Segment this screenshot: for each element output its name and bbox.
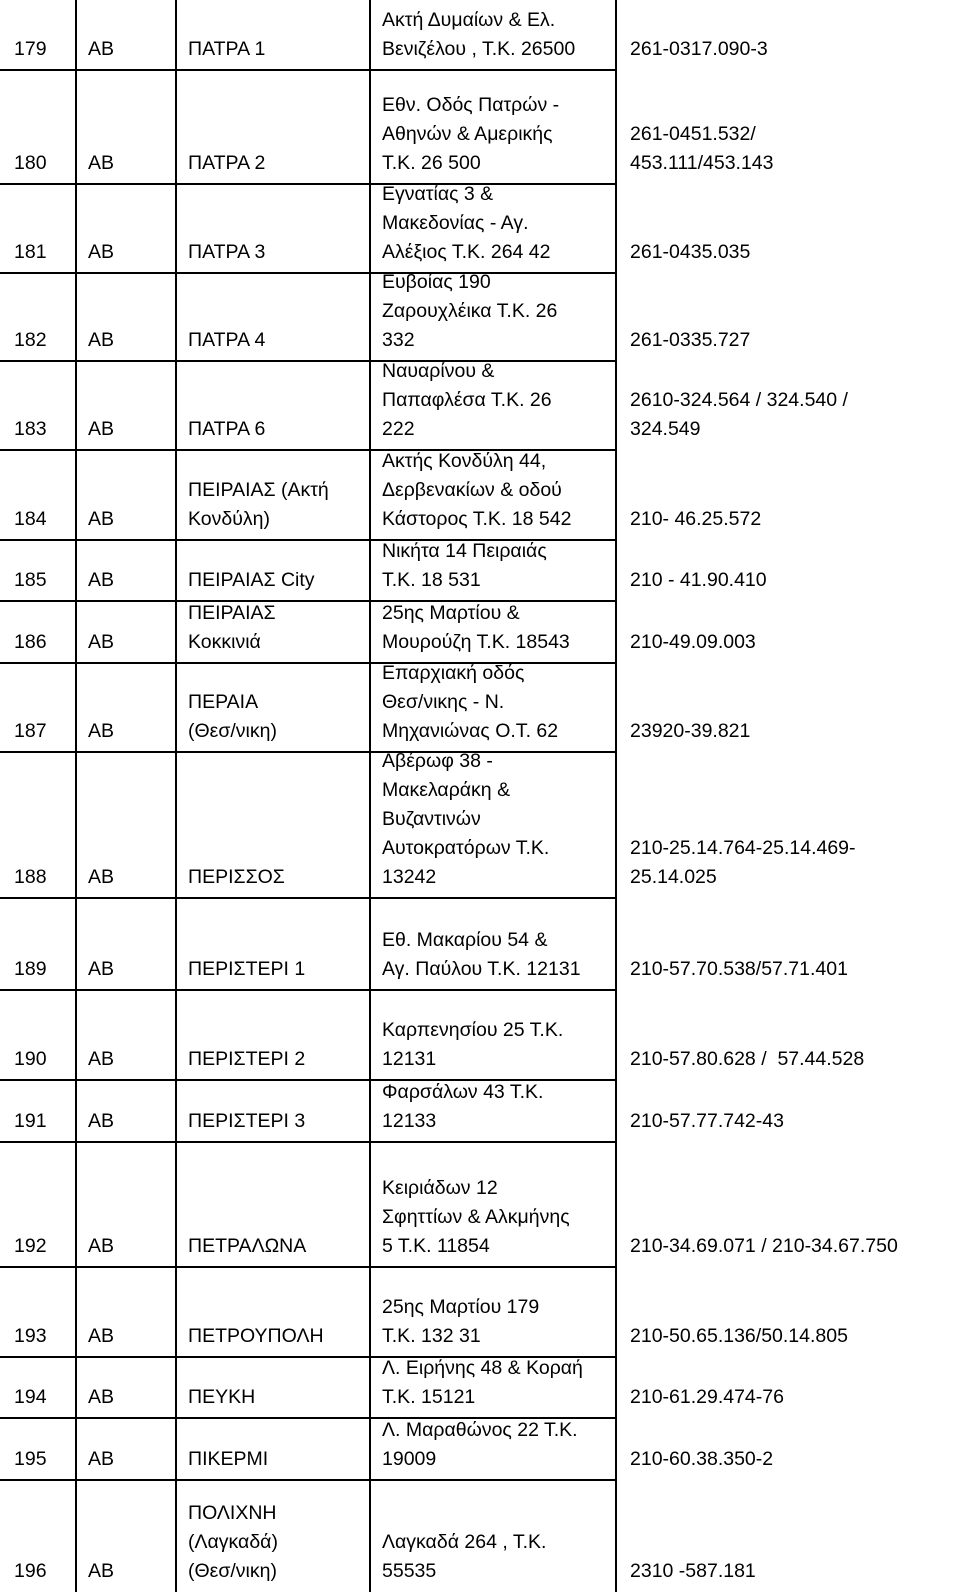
address-cell: 55535	[382, 1560, 437, 1582]
name-cell: ΠΑΤΡΑ 4	[188, 329, 266, 351]
num-cell: 180	[14, 152, 47, 174]
name-cell: ΠΑΤΡΑ 3	[188, 241, 266, 263]
address-cell: Εγνατίας 3 &	[382, 183, 494, 205]
name-cell: ΠΑΤΡΑ 2	[188, 152, 266, 174]
address-cell: Βυζαντινών	[382, 808, 481, 830]
address-cell: Τ.Κ. 18 531	[382, 569, 481, 591]
type-cell: ΑΒ	[88, 866, 115, 888]
phone-cell: 261-0317.090-3	[630, 38, 768, 60]
address-cell: Βενιζέλου , Τ.Κ. 26500	[382, 38, 576, 60]
address-cell: Μηχανιώνας Ο.Τ. 62	[382, 720, 559, 742]
name-cell: ΠΕΤΡΑΛΩΝΑ	[188, 1235, 307, 1257]
address-cell: Καρπενησίου 25 Τ.Κ.	[382, 1019, 564, 1041]
num-cell: 183	[14, 418, 47, 440]
address-cell: Μουρούζη Τ.Κ. 18543	[382, 631, 570, 653]
type-cell: ΑΒ	[88, 508, 115, 530]
type-cell: ΑΒ	[88, 631, 115, 653]
name-cell: Κονδύλη)	[188, 508, 270, 530]
phone-cell: 210-60.38.350-2	[630, 1448, 774, 1470]
name-cell: ΠΕΙΡΑΙΑΣ City	[188, 569, 315, 591]
address-cell: Αυτοκρατόρων Τ.Κ.	[382, 837, 550, 859]
address-cell: Δερβενακίων & οδού	[382, 479, 562, 501]
address-cell: 13242	[382, 866, 437, 888]
phone-cell: 2610-324.564 / 324.540 /	[630, 389, 848, 411]
num-cell: 189	[14, 958, 47, 980]
phone-cell: 210-57.77.742-43	[630, 1110, 784, 1132]
num-cell: 195	[14, 1448, 47, 1470]
name-cell: ΠΑΤΡΑ 6	[188, 418, 266, 440]
address-cell: Ακτής Κονδύλη 44,	[382, 450, 547, 472]
phone-cell: 210-57.70.538/57.71.401	[630, 958, 848, 980]
phone-cell: 261-0451.532/	[630, 123, 756, 145]
name-cell: ΠΕΙΡΑΙΑΣ (Ακτή	[188, 479, 329, 501]
address-cell: 12133	[382, 1110, 437, 1132]
type-cell: ΑΒ	[88, 1386, 115, 1408]
num-cell: 190	[14, 1048, 47, 1070]
address-cell: Κάστορος Τ.Κ. 18 542	[382, 508, 572, 530]
address-cell: Εθν. Οδός Πατρών -	[382, 94, 560, 116]
num-cell: 192	[14, 1235, 47, 1257]
name-cell: (Θεσ/νικη)	[188, 720, 277, 742]
address-cell: 332	[382, 329, 415, 351]
type-cell: ΑΒ	[88, 1110, 115, 1132]
address-cell: 19009	[382, 1448, 437, 1470]
name-cell: ΠΕΡΙΣΤΕΡΙ 1	[188, 958, 306, 980]
address-cell: Λαγκαδά 264 , Τ.Κ.	[382, 1531, 547, 1553]
num-cell: 188	[14, 866, 47, 888]
phone-cell: 25.14.025	[630, 866, 717, 888]
type-cell: ΑΒ	[88, 241, 115, 263]
type-cell: ΑΒ	[88, 152, 115, 174]
num-cell: 181	[14, 241, 47, 263]
address-cell: Νικήτα 14 Πειραιάς	[382, 540, 547, 562]
address-cell: Παπαφλέσα Τ.Κ. 26	[382, 389, 552, 411]
address-cell: Εθ. Μακαρίου 54 &	[382, 929, 548, 951]
address-cell: 5 Τ.Κ. 11854	[382, 1235, 490, 1257]
phone-cell: 210- 46.25.572	[630, 508, 762, 530]
address-cell: 25ης Μαρτίου 179	[382, 1296, 540, 1318]
address-cell: Ναυαρίνου &	[382, 360, 495, 382]
num-cell: 191	[14, 1110, 47, 1132]
address-cell: Σφηττίων & Αλκμήνης	[382, 1206, 570, 1228]
type-cell: ΑΒ	[88, 38, 115, 60]
type-cell: ΑΒ	[88, 418, 115, 440]
num-cell: 194	[14, 1386, 47, 1408]
phone-cell: 210 - 41.90.410	[630, 569, 767, 591]
type-cell: ΑΒ	[88, 1235, 115, 1257]
address-cell: Μακελαράκη &	[382, 779, 511, 801]
type-cell: ΑΒ	[88, 1448, 115, 1470]
name-cell: ΠΕΙΡΑΙΑΣ	[188, 602, 276, 624]
address-cell: Τ.Κ. 26 500	[382, 152, 481, 174]
type-cell: ΑΒ	[88, 569, 115, 591]
num-cell: 184	[14, 508, 47, 530]
address-cell: 12131	[382, 1048, 437, 1070]
num-cell: 179	[14, 38, 47, 60]
name-cell: (Θεσ/νικη)	[188, 1560, 277, 1582]
address-cell: Επαρχιακή οδός	[382, 662, 525, 684]
name-cell: ΠΕΡΙΣΣΟΣ	[188, 866, 285, 888]
phone-cell: 210-57.80.628 / 57.44.528	[630, 1048, 865, 1070]
phone-cell: 261-0335.727	[630, 329, 751, 351]
num-cell: 187	[14, 720, 47, 742]
phone-cell: 23920-39.821	[630, 720, 751, 742]
phone-cell: 210-50.65.136/50.14.805	[630, 1325, 848, 1347]
phone-cell: 210-34.69.071 / 210-34.67.750	[630, 1235, 898, 1257]
name-cell: ΠΙΚΕΡΜΙ	[188, 1448, 269, 1470]
address-cell: 25ης Μαρτίου &	[382, 602, 520, 624]
type-cell: ΑΒ	[88, 329, 115, 351]
address-cell: 222	[382, 418, 415, 440]
address-cell: Τ.Κ. 15121	[382, 1386, 476, 1408]
address-cell: Αθηνών & Αμερικής	[382, 123, 553, 145]
name-cell: (Λαγκαδά)	[188, 1531, 278, 1553]
address-cell: Ευβοίας 190	[382, 271, 491, 293]
address-cell: Ζαρουχλέικα Τ.Κ. 26	[382, 300, 558, 322]
name-cell: ΠΕΤΡΟΥΠΟΛΗ	[188, 1325, 324, 1347]
phone-cell: 324.549	[630, 418, 701, 440]
name-cell: ΠΕΥΚΗ	[188, 1386, 256, 1408]
type-cell: ΑΒ	[88, 1048, 115, 1070]
name-cell: Κοκκινιά	[188, 631, 261, 653]
phone-cell: 210-49.09.003	[630, 631, 756, 653]
type-cell: ΑΒ	[88, 1560, 115, 1582]
phone-cell: 210-25.14.764-25.14.469-	[630, 837, 856, 859]
type-cell: ΑΒ	[88, 720, 115, 742]
type-cell: ΑΒ	[88, 1325, 115, 1347]
address-cell: Αλέξιος Τ.Κ. 264 42	[382, 241, 551, 263]
type-cell: ΑΒ	[88, 958, 115, 980]
phone-cell: 453.111/453.143	[630, 152, 774, 174]
phone-cell: 210-61.29.474-76	[630, 1386, 784, 1408]
phone-cell: 261-0435.035	[630, 241, 751, 263]
address-cell: Τ.Κ. 132 31	[382, 1325, 481, 1347]
num-cell: 193	[14, 1325, 47, 1347]
name-cell: ΠΕΡΑΙΑ	[188, 691, 259, 713]
address-cell: Θεσ/νικης - Ν.	[382, 691, 505, 713]
name-cell: ΠΑΤΡΑ 1	[188, 38, 266, 60]
address-cell: Αγ. Παύλου Τ.Κ. 12131	[382, 958, 581, 980]
address-cell: Λ. Μαραθώνος 22 Τ.Κ.	[382, 1419, 578, 1441]
name-cell: ΠΟΛΙΧΝΗ	[188, 1502, 277, 1524]
num-cell: 186	[14, 631, 47, 653]
address-cell: Φαρσάλων 43 Τ.Κ.	[382, 1081, 544, 1103]
num-cell: 185	[14, 569, 47, 591]
phone-cell: 2310 -587.181	[630, 1560, 756, 1582]
num-cell: 196	[14, 1560, 47, 1582]
address-cell: Λ. Ειρήνης 48 & Κοραή	[382, 1357, 583, 1379]
address-cell: Ακτή Δυμαίων & Ελ.	[382, 9, 556, 31]
name-cell: ΠΕΡΙΣΤΕΡΙ 3	[188, 1110, 306, 1132]
name-cell: ΠΕΡΙΣΤΕΡΙ 2	[188, 1048, 306, 1070]
address-cell: Κειριάδων 12	[382, 1177, 498, 1199]
address-cell: Αβέρωφ 38 -	[382, 750, 493, 772]
num-cell: 182	[14, 329, 47, 351]
address-cell: Μακεδονίας - Αγ.	[382, 212, 529, 234]
